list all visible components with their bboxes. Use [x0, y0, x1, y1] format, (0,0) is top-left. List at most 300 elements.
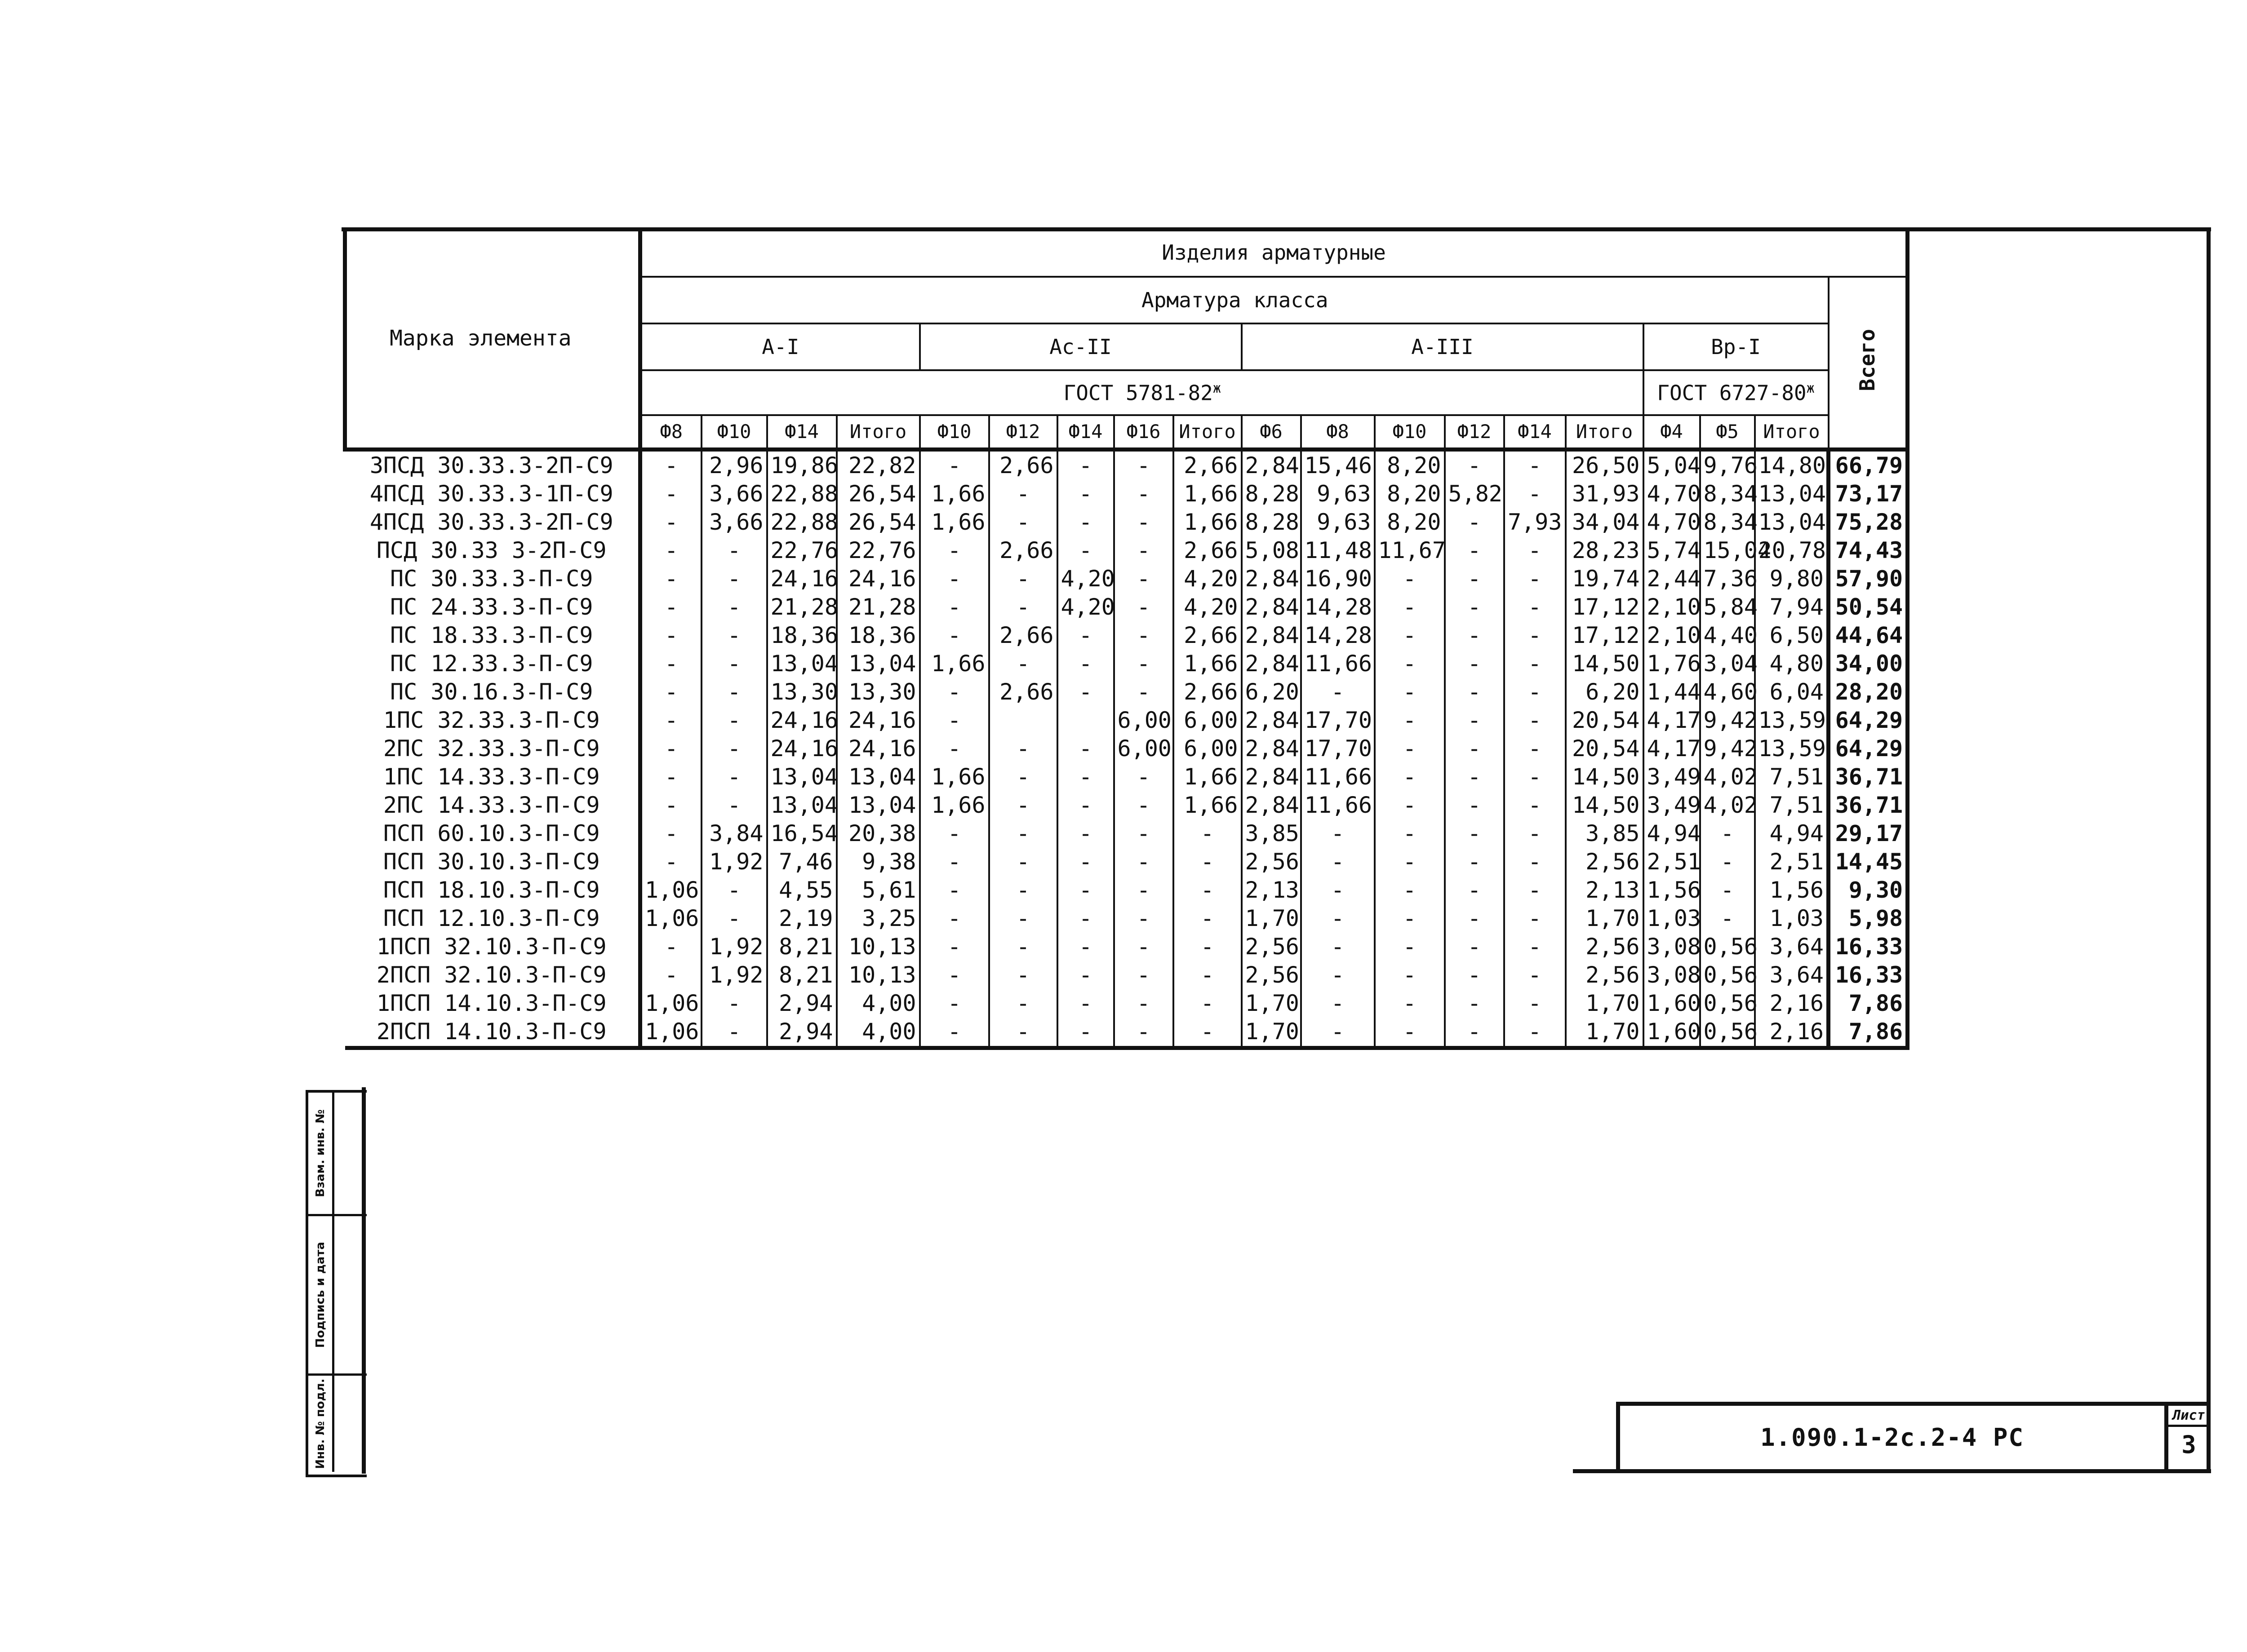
value-cell: -	[920, 961, 989, 989]
value-cell: 3,64	[1755, 933, 1829, 961]
value-cell: 14,50	[1566, 650, 1643, 678]
value-cell: 20,78	[1755, 536, 1829, 565]
diameter-header: Итого	[1566, 415, 1643, 449]
products-header: Изделия арматурные	[640, 228, 1908, 277]
value-cell: 4,20	[1173, 565, 1242, 593]
table-row	[345, 763, 1908, 791]
value-cell: -	[1375, 565, 1445, 593]
value-cell: 1,92	[702, 848, 767, 876]
mass-cell: 36,71	[1829, 791, 1908, 819]
value-cell: 3,84	[702, 819, 767, 848]
mass-cell: 9,30	[1829, 876, 1908, 904]
value-cell: -	[1114, 961, 1173, 989]
element-mark-cell: 1ПСП 14.10.3-П-С9	[345, 989, 640, 1018]
gost-6727-header: ГОСТ $6727-80^ж$	[1643, 370, 1829, 415]
table-row	[345, 621, 1908, 650]
value-cell: -	[920, 819, 989, 848]
value-cell: 13,04	[837, 791, 920, 819]
diameter-header: Итого	[1755, 415, 1829, 449]
element-mark-cell: ПС 12.33.3-П-С9	[345, 650, 640, 678]
value-cell: 6,00	[1114, 735, 1173, 763]
table-row	[345, 536, 1908, 565]
value-cell: -	[702, 565, 767, 593]
value-cell: 1,56	[1643, 876, 1700, 904]
value-cell: 6,00	[1173, 735, 1242, 763]
value-cell: -	[702, 735, 767, 763]
value-cell: 2,84	[1242, 791, 1301, 819]
mass-cell: 29,17	[1829, 819, 1908, 848]
value-cell: -	[1057, 678, 1114, 706]
value-cell: 1,66	[920, 791, 989, 819]
value-cell: -	[989, 876, 1057, 904]
mass-cell: 66,79	[1829, 449, 1908, 480]
value-cell: -	[1375, 1018, 1445, 1048]
value-cell: 4,94	[1643, 819, 1700, 848]
value-cell: 4,94	[1755, 819, 1829, 848]
value-cell: 3,66	[702, 480, 767, 508]
value-cell: -	[1375, 848, 1445, 876]
table-row	[345, 449, 1908, 480]
value-cell: 6,04	[1755, 678, 1829, 706]
value-cell: 4,70	[1643, 480, 1700, 508]
value-cell: 2,66	[989, 536, 1057, 565]
value-cell: 4,70	[1643, 508, 1700, 536]
value-cell: 8,28	[1242, 508, 1301, 536]
stamp-signature-value	[334, 1216, 367, 1376]
value-cell: 7,46	[767, 848, 837, 876]
table-row	[345, 706, 1908, 735]
value-cell: 13,30	[767, 678, 837, 706]
value-cell: -	[1375, 650, 1445, 678]
value-cell: 1,60	[1643, 989, 1700, 1018]
value-cell: -	[1301, 989, 1375, 1018]
value-cell: 2,84	[1242, 565, 1301, 593]
value-cell: -	[1173, 904, 1242, 933]
value-cell: 4,00	[837, 989, 920, 1018]
diameter-header: Ф6	[1242, 415, 1301, 449]
value-cell: -	[1057, 1018, 1114, 1048]
value-cell: -	[640, 621, 702, 650]
value-cell: -	[702, 621, 767, 650]
value-cell: -	[1173, 989, 1242, 1018]
value-cell: -	[1114, 791, 1173, 819]
value-cell: 3,25	[837, 904, 920, 933]
value-cell: -	[920, 848, 989, 876]
diameter-header: Итого	[1173, 415, 1242, 449]
value-cell: -	[1173, 933, 1242, 961]
value-cell: -	[920, 876, 989, 904]
value-cell: -	[1114, 1018, 1173, 1048]
value-cell: -	[1445, 565, 1504, 593]
value-cell: 1,66	[1173, 480, 1242, 508]
value-cell: 3,04	[1700, 650, 1755, 678]
value-cell: -	[640, 933, 702, 961]
value-cell: 2,84	[1242, 763, 1301, 791]
diameter-header: Ф10	[920, 415, 989, 449]
value-cell: 24,16	[837, 735, 920, 763]
value-cell: 3,64	[1755, 961, 1829, 989]
value-cell: -	[702, 536, 767, 565]
value-cell: -	[1301, 933, 1375, 961]
value-cell: -	[640, 449, 702, 480]
value-cell: 3,49	[1643, 763, 1700, 791]
value-cell: 2,84	[1242, 621, 1301, 650]
value-cell: 8,34	[1700, 480, 1755, 508]
value-cell: 4,20	[1057, 593, 1114, 621]
mass-cell: 74,43	[1829, 536, 1908, 565]
value-cell: -	[1114, 449, 1173, 480]
value-cell: 8,28	[1242, 480, 1301, 508]
value-cell: -	[920, 621, 989, 650]
value-cell: -	[1504, 961, 1566, 989]
value-cell: 4,55	[767, 876, 837, 904]
value-cell: -	[640, 593, 702, 621]
value-cell: 3,66	[702, 508, 767, 536]
value-cell: 14,28	[1301, 621, 1375, 650]
value-cell: -	[1057, 536, 1114, 565]
value-cell: 5,74	[1643, 536, 1700, 565]
mass-cell: 36,71	[1829, 763, 1908, 791]
value-cell: 2,13	[1566, 876, 1643, 904]
value-cell: 2,51	[1643, 848, 1700, 876]
table-row	[345, 876, 1908, 904]
value-cell: 1,70	[1566, 989, 1643, 1018]
value-cell: 13,59	[1755, 706, 1829, 735]
value-cell: 2,56	[1566, 848, 1643, 876]
value-cell: -	[1445, 593, 1504, 621]
value-cell: 2,94	[767, 1018, 837, 1048]
value-cell: -	[989, 763, 1057, 791]
value-cell: 14,50	[1566, 791, 1643, 819]
value-cell: -	[702, 989, 767, 1018]
value-cell: -	[1504, 706, 1566, 735]
value-cell: 4,02	[1700, 791, 1755, 819]
value-cell: -	[989, 593, 1057, 621]
value-cell: -	[640, 650, 702, 678]
value-cell: 2,66	[989, 678, 1057, 706]
value-cell: 0,56	[1700, 961, 1755, 989]
value-cell: 1,66	[1173, 791, 1242, 819]
value-cell: -	[1057, 650, 1114, 678]
value-cell: 5,08	[1242, 536, 1301, 565]
value-cell: 4,40	[1700, 621, 1755, 650]
class-a2-header: Ас-II	[920, 323, 1242, 370]
value-cell: 1,06	[640, 904, 702, 933]
value-cell: 22,76	[767, 536, 837, 565]
value-cell: 4,17	[1643, 735, 1700, 763]
value-cell: -	[1375, 819, 1445, 848]
element-mark-cell: ПС 30.16.3-П-С9	[345, 678, 640, 706]
value-cell: 2,56	[1566, 933, 1643, 961]
element-mark-cell: ПСП 12.10.3-П-С9	[345, 904, 640, 933]
table-row	[345, 593, 1908, 621]
value-cell: -	[1445, 449, 1504, 480]
value-cell: -	[1375, 621, 1445, 650]
value-cell	[989, 706, 1057, 735]
value-cell: -	[1057, 933, 1114, 961]
value-cell: -	[920, 593, 989, 621]
value-cell: 17,70	[1301, 706, 1375, 735]
value-cell: 1,92	[702, 933, 767, 961]
stamp-inv-no-value	[334, 1093, 367, 1216]
value-cell: 5,82	[1445, 480, 1504, 508]
value-cell: 20,54	[1566, 735, 1643, 763]
value-cell: -	[1700, 904, 1755, 933]
value-cell: 2,66	[1173, 536, 1242, 565]
value-cell: -	[1445, 508, 1504, 536]
value-cell: 2,84	[1242, 650, 1301, 678]
value-cell: -	[1301, 961, 1375, 989]
table-row	[345, 650, 1908, 678]
element-mark-cell: ПС 24.33.3-П-С9	[345, 593, 640, 621]
diameter-header: Ф12	[989, 415, 1057, 449]
value-cell: 22,88	[767, 480, 837, 508]
value-cell: 3,08	[1643, 933, 1700, 961]
value-cell: 3,08	[1643, 961, 1700, 989]
value-cell: 1,76	[1643, 650, 1700, 678]
value-cell: -	[1375, 933, 1445, 961]
value-cell: 8,21	[767, 961, 837, 989]
value-cell: 3,49	[1643, 791, 1700, 819]
value-cell: 2,66	[1173, 678, 1242, 706]
element-mark-cell: 2ПСП 14.10.3-П-С9	[345, 1018, 640, 1048]
value-cell: 26,50	[1566, 449, 1643, 480]
mass-cell: 57,90	[1829, 565, 1908, 593]
value-cell: 8,20	[1375, 480, 1445, 508]
stamp-signature-cell: Подпись и дата	[308, 1216, 334, 1376]
element-mark-header: Марка элемента	[345, 228, 640, 449]
value-cell: 2,84	[1242, 706, 1301, 735]
class-a3-header: А-III	[1242, 323, 1643, 370]
value-cell: 13,04	[767, 791, 837, 819]
value-cell: 17,12	[1566, 593, 1643, 621]
value-cell: 16,54	[767, 819, 837, 848]
value-cell: -	[989, 480, 1057, 508]
diameter-header: Ф10	[1375, 415, 1445, 449]
diameter-header: Ф4	[1643, 415, 1700, 449]
value-cell: 1,66	[1173, 763, 1242, 791]
value-cell: 6,00	[1114, 706, 1173, 735]
value-cell: 7,36	[1700, 565, 1755, 593]
table-row	[345, 848, 1908, 876]
diameter-header: Ф5	[1700, 415, 1755, 449]
value-cell: 21,28	[767, 593, 837, 621]
value-cell: -	[1504, 819, 1566, 848]
value-cell: -	[1445, 791, 1504, 819]
value-cell: 17,70	[1301, 735, 1375, 763]
value-cell: -	[920, 449, 989, 480]
value-cell: -	[1445, 989, 1504, 1018]
value-cell: 1,06	[640, 989, 702, 1018]
value-cell: -	[920, 678, 989, 706]
value-cell: -	[1114, 565, 1173, 593]
value-cell: -	[1057, 508, 1114, 536]
value-cell: 1,66	[920, 508, 989, 536]
value-cell: -	[1057, 904, 1114, 933]
mass-cell: 64,29	[1829, 735, 1908, 763]
value-cell: 26,54	[837, 508, 920, 536]
value-cell: -	[989, 735, 1057, 763]
element-mark-cell: ПС 30.33.3-П-С9	[345, 565, 640, 593]
value-cell: -	[1114, 904, 1173, 933]
value-cell: -	[640, 508, 702, 536]
value-cell: 10,13	[837, 961, 920, 989]
value-cell: 4,02	[1700, 763, 1755, 791]
value-cell: -	[1445, 650, 1504, 678]
value-cell: 18,36	[767, 621, 837, 650]
table-row	[345, 480, 1908, 508]
value-cell: 13,30	[837, 678, 920, 706]
value-cell: -	[1504, 480, 1566, 508]
value-cell: -	[920, 735, 989, 763]
table-row	[345, 735, 1908, 763]
mass-cell: 7,86	[1829, 989, 1908, 1018]
value-cell: -	[1504, 735, 1566, 763]
value-cell: -	[1114, 593, 1173, 621]
element-mark-cell: ПС 18.33.3-П-С9	[345, 621, 640, 650]
value-cell: 6,20	[1566, 678, 1643, 706]
value-cell: 6,20	[1242, 678, 1301, 706]
table-row	[345, 1018, 1908, 1048]
value-cell: 2,96	[702, 449, 767, 480]
value-cell: -	[640, 961, 702, 989]
value-cell: -	[1504, 989, 1566, 1018]
table-body	[345, 449, 1908, 1048]
value-cell: -	[1173, 876, 1242, 904]
element-mark-cell: ПСП 30.10.3-П-С9	[345, 848, 640, 876]
value-cell: -	[1504, 449, 1566, 480]
value-cell	[1057, 706, 1114, 735]
value-cell: 1,44	[1643, 678, 1700, 706]
value-cell: -	[640, 536, 702, 565]
value-cell: 6,00	[1173, 706, 1242, 735]
value-cell: 22,82	[837, 449, 920, 480]
sheet-border-bottom	[1573, 1469, 2211, 1473]
value-cell: -	[1057, 480, 1114, 508]
value-cell: -	[1700, 819, 1755, 848]
side-stamp	[306, 1090, 367, 1477]
value-cell: 26,54	[837, 480, 920, 508]
value-cell: 24,16	[767, 735, 837, 763]
value-cell: 9,38	[837, 848, 920, 876]
value-cell: 5,84	[1700, 593, 1755, 621]
element-mark-cell: ПСП 60.10.3-П-С9	[345, 819, 640, 848]
value-cell: -	[1114, 819, 1173, 848]
value-cell: 14,28	[1301, 593, 1375, 621]
value-cell: 2,84	[1242, 449, 1301, 480]
value-cell: 22,88	[767, 508, 837, 536]
value-cell: -	[640, 706, 702, 735]
value-cell: 0,56	[1700, 933, 1755, 961]
value-cell: 9,42	[1700, 706, 1755, 735]
element-mark-cell: 2ПС 32.33.3-П-С9	[345, 735, 640, 763]
value-cell: -	[920, 706, 989, 735]
value-cell: -	[1445, 763, 1504, 791]
value-cell: -	[1445, 904, 1504, 933]
value-cell: -	[1504, 848, 1566, 876]
value-cell: -	[1375, 876, 1445, 904]
value-cell: -	[920, 933, 989, 961]
value-cell: -	[1057, 819, 1114, 848]
value-cell: 21,28	[837, 593, 920, 621]
table-row	[345, 961, 1908, 989]
value-cell: -	[640, 480, 702, 508]
mass-cell: 75,28	[1829, 508, 1908, 536]
value-cell: 17,12	[1566, 621, 1643, 650]
value-cell: 18,36	[837, 621, 920, 650]
value-cell: 2,66	[989, 621, 1057, 650]
value-cell: -	[1445, 536, 1504, 565]
value-cell: -	[1504, 763, 1566, 791]
value-cell: 1,03	[1643, 904, 1700, 933]
value-cell: -	[989, 565, 1057, 593]
value-cell: -	[1445, 735, 1504, 763]
value-cell: -	[702, 593, 767, 621]
element-mark-cell: 4ПСД 30.33.3-2П-С9	[345, 508, 640, 536]
value-cell: 14,50	[1566, 763, 1643, 791]
value-cell: 8,20	[1375, 449, 1445, 480]
diameter-header: Ф14	[1504, 415, 1566, 449]
value-cell: -	[1375, 961, 1445, 989]
mass-cell: 50,54	[1829, 593, 1908, 621]
value-cell: 4,60	[1700, 678, 1755, 706]
value-cell: -	[1301, 848, 1375, 876]
value-cell: -	[1700, 848, 1755, 876]
value-cell: -	[1504, 565, 1566, 593]
value-cell: 13,04	[767, 763, 837, 791]
value-cell: 2,10	[1643, 593, 1700, 621]
value-cell: 1,60	[1643, 1018, 1700, 1048]
value-cell: 2,66	[1173, 449, 1242, 480]
value-cell: -	[702, 904, 767, 933]
value-cell: -	[1301, 678, 1375, 706]
value-cell: 7,51	[1755, 763, 1829, 791]
value-cell: -	[1057, 961, 1114, 989]
sheet-border-right	[2207, 227, 2211, 1472]
value-cell: 14,80	[1755, 449, 1829, 480]
value-cell: -	[989, 819, 1057, 848]
value-cell: 24,16	[767, 565, 837, 593]
value-cell: 2,84	[1242, 735, 1301, 763]
table-row	[345, 678, 1908, 706]
value-cell: -	[1375, 706, 1445, 735]
value-cell: -	[702, 791, 767, 819]
element-mark-cell: 2ПС 14.33.3-П-С9	[345, 791, 640, 819]
element-mark-cell: 1ПСП 32.10.3-П-С9	[345, 933, 640, 961]
mass-cell: 73,17	[1829, 480, 1908, 508]
value-cell: -	[702, 650, 767, 678]
value-cell: -	[989, 989, 1057, 1018]
value-cell: -	[640, 848, 702, 876]
element-mark-cell: 3ПСД 30.33.3-2П-С9	[345, 449, 640, 480]
document-code: 1.090.1-2с.2-4 РС	[1760, 1423, 2024, 1452]
table-row	[345, 989, 1908, 1018]
value-cell: 1,66	[1173, 650, 1242, 678]
value-cell: 13,04	[837, 650, 920, 678]
value-cell: -	[1504, 876, 1566, 904]
value-cell: -	[1375, 763, 1445, 791]
value-cell: -	[640, 735, 702, 763]
value-cell: -	[989, 904, 1057, 933]
value-cell: -	[1504, 536, 1566, 565]
value-cell: -	[1057, 876, 1114, 904]
value-cell: 20,54	[1566, 706, 1643, 735]
value-cell: -	[1114, 848, 1173, 876]
value-cell: -	[920, 904, 989, 933]
value-cell: 15,04	[1700, 536, 1755, 565]
value-cell: -	[1173, 848, 1242, 876]
value-cell: -	[1504, 593, 1566, 621]
